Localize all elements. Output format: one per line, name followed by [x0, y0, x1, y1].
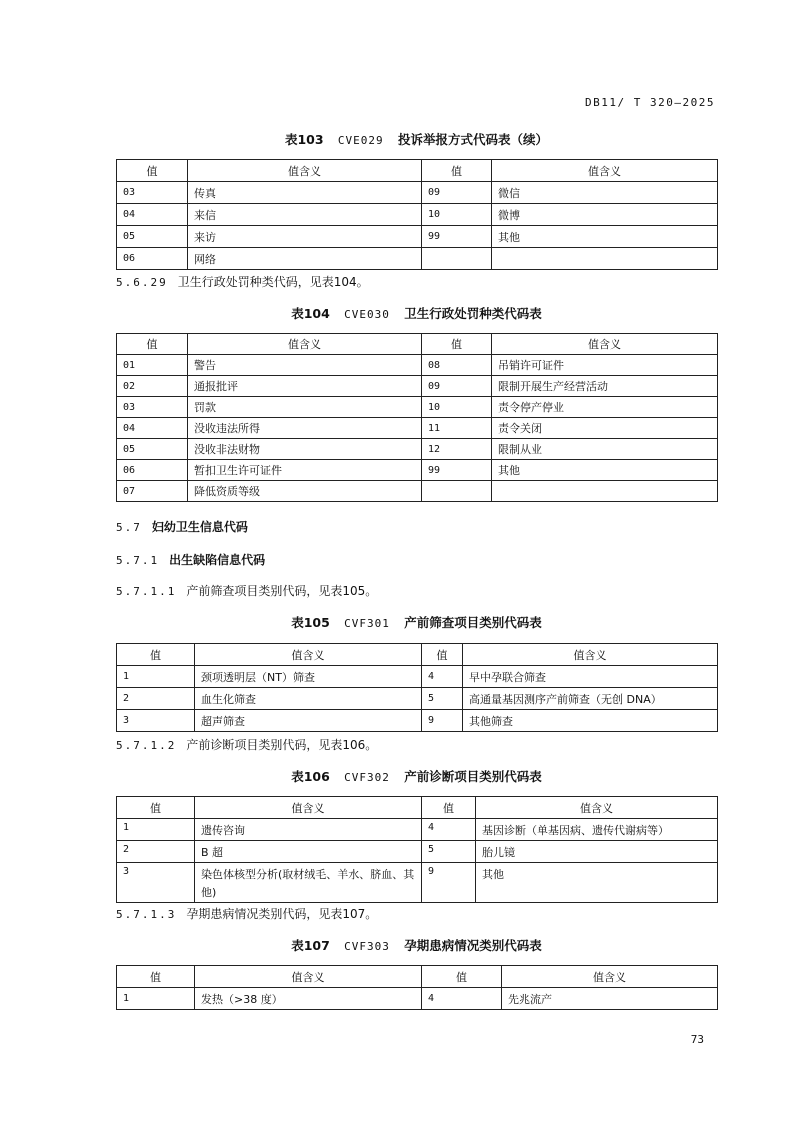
- table-row: [117, 460, 718, 481]
- cell: 03: [117, 182, 188, 204]
- cell: 其他: [492, 460, 718, 481]
- caption-code: CVE029: [337, 134, 384, 147]
- table-104-caption: [116, 304, 717, 322]
- document-id: DB11/ T 320—2025: [585, 96, 715, 109]
- cell: 染色体核型分析(取材绒毛、羊水、脐血、其他): [195, 863, 422, 903]
- cell: 没收违法所得: [188, 418, 422, 439]
- header-cell: 值含义: [195, 644, 422, 666]
- table-row: [117, 863, 718, 903]
- table-row: [117, 397, 718, 418]
- cell: 5: [422, 688, 463, 710]
- caption-title: 投诉举报方式代码表（续）: [398, 132, 549, 147]
- cell: 07: [117, 481, 188, 502]
- header-cell: 值: [117, 966, 195, 988]
- cell: 网络: [188, 248, 422, 270]
- clause-5-7-1-2: [116, 736, 377, 753]
- cell: 其他: [476, 863, 718, 903]
- caption-title: 产前筛查项目类别代码表: [404, 615, 542, 630]
- header-cell: 值: [422, 160, 492, 182]
- cell: 血生化筛查: [195, 688, 422, 710]
- cell: 没收非法财物: [188, 439, 422, 460]
- cell: 1: [117, 666, 195, 688]
- clause-number: 5.7.1.2: [116, 739, 177, 752]
- cell: 降低资质等级: [188, 481, 422, 502]
- table-row: [117, 841, 718, 863]
- table-header-row: [117, 644, 718, 666]
- cell: 限制从业: [492, 439, 718, 460]
- header-cell: 值: [117, 334, 188, 355]
- clause-number: 5.7.1: [116, 554, 160, 567]
- cell: 4: [422, 819, 476, 841]
- caption-prefix: 表105: [291, 615, 330, 630]
- table-row: [117, 988, 718, 1010]
- cell: B 超: [195, 841, 422, 863]
- cell: 4: [422, 666, 463, 688]
- cell: 9: [422, 710, 463, 732]
- table-header-row: [117, 160, 718, 182]
- table-header-row: [117, 797, 718, 819]
- cell: 1: [117, 819, 195, 841]
- header-cell: 值含义: [188, 334, 422, 355]
- cell: 传真: [188, 182, 422, 204]
- cell: 警告: [188, 355, 422, 376]
- header-cell: 值含义: [502, 966, 718, 988]
- header-cell: 值: [422, 644, 463, 666]
- table-row: [117, 481, 718, 502]
- cell: 微信: [492, 182, 718, 204]
- cell: 5: [422, 841, 476, 863]
- table-105: [116, 643, 718, 732]
- caption-prefix: 表104: [291, 306, 330, 321]
- header-cell: 值: [422, 966, 502, 988]
- cell: 02: [117, 376, 188, 397]
- clause-text: 妇幼卫生信息代码: [151, 520, 248, 534]
- header-cell: 值含义: [492, 160, 718, 182]
- cell: [422, 481, 492, 502]
- cell: 来信: [188, 204, 422, 226]
- cell: 2: [117, 688, 195, 710]
- cell: [492, 248, 718, 270]
- cell: 超声筛查: [195, 710, 422, 732]
- table-row: [117, 439, 718, 460]
- table-106-caption: [116, 767, 717, 785]
- cell: 99: [422, 226, 492, 248]
- table-103-caption: [116, 130, 717, 148]
- caption-code: CVF302: [344, 771, 390, 784]
- page-number: 73: [690, 1033, 704, 1046]
- caption-prefix: 表106: [291, 769, 330, 784]
- table-row: [117, 204, 718, 226]
- clause-number: 5.7.1.3: [116, 908, 177, 921]
- cell: 99: [422, 460, 492, 481]
- cell: 其他: [492, 226, 718, 248]
- clause-text: 产前诊断项目类别代码，见表106。: [186, 738, 378, 752]
- table-107-caption: [116, 936, 717, 954]
- cell: 吊销许可证件: [492, 355, 718, 376]
- cell: 责令停产停业: [492, 397, 718, 418]
- cell: [492, 481, 718, 502]
- cell: 11: [422, 418, 492, 439]
- caption-code: CVF303: [344, 940, 390, 953]
- table-103: [116, 159, 718, 270]
- cell: 早中孕联合筛查: [463, 666, 718, 688]
- table-104: [116, 333, 718, 502]
- clause-5-7-1-1: [116, 582, 377, 599]
- header-cell: 值: [117, 644, 195, 666]
- header-cell: 值: [117, 160, 188, 182]
- cell: 高通量基因测序产前筛查（无创 DNA）: [463, 688, 718, 710]
- cell: 微博: [492, 204, 718, 226]
- table-row: [117, 418, 718, 439]
- caption-title: 产前诊断项目类别代码表: [404, 769, 542, 784]
- header-cell: 值: [422, 797, 476, 819]
- header-cell: 值含义: [195, 797, 422, 819]
- table-row: [117, 226, 718, 248]
- cell: 罚款: [188, 397, 422, 418]
- header-cell: 值: [422, 334, 492, 355]
- cell: 05: [117, 226, 188, 248]
- header-cell: 值含义: [476, 797, 718, 819]
- table-row: [117, 688, 718, 710]
- cell: 12: [422, 439, 492, 460]
- clause-text: 产前筛查项目类别代码，见表105。: [186, 584, 378, 598]
- header-cell: 值含义: [492, 334, 718, 355]
- table-row: [117, 666, 718, 688]
- cell: 1: [117, 988, 195, 1010]
- table-header-row: [117, 966, 718, 988]
- cell: 先兆流产: [502, 988, 718, 1010]
- table-row: [117, 355, 718, 376]
- table-header-row: [117, 334, 718, 355]
- header-cell: 值含义: [195, 966, 422, 988]
- table-105-caption: [116, 613, 717, 631]
- cell: 基因诊断（单基因病、遗传代谢病等）: [476, 819, 718, 841]
- table-row: [117, 819, 718, 841]
- cell: 10: [422, 397, 492, 418]
- cell: [422, 248, 492, 270]
- header-cell: 值含义: [188, 160, 422, 182]
- clause-5-6-29: [116, 273, 369, 290]
- cell: 暂扣卫生许可证件: [188, 460, 422, 481]
- caption-prefix: 表103: [284, 132, 324, 147]
- cell: 来访: [188, 226, 422, 248]
- cell: 遗传咨询: [195, 819, 422, 841]
- header-cell: 值含义: [463, 644, 718, 666]
- clause-text: 出生缺陷信息代码: [169, 553, 266, 567]
- table-106: [116, 796, 718, 903]
- cell: 04: [117, 204, 188, 226]
- clause-number: 5.7.1.1: [116, 585, 177, 598]
- caption-title: 卫生行政处罚种类代码表: [404, 306, 542, 321]
- clause-5-7-1-3: [116, 905, 377, 922]
- clause-number: 5.6.29: [116, 276, 168, 289]
- caption-prefix: 表107: [291, 938, 330, 953]
- cell: 03: [117, 397, 188, 418]
- cell: 3: [117, 710, 195, 732]
- clause-5-7-1: [116, 551, 265, 568]
- cell: 01: [117, 355, 188, 376]
- header-cell: 值: [117, 797, 195, 819]
- cell: 3: [117, 863, 195, 903]
- cell: 06: [117, 460, 188, 481]
- clause-number: 5.7: [116, 521, 142, 534]
- cell: 10: [422, 204, 492, 226]
- table-row: [117, 248, 718, 270]
- cell: 其他筛查: [463, 710, 718, 732]
- cell: 2: [117, 841, 195, 863]
- cell: 通报批评: [188, 376, 422, 397]
- cell: 9: [422, 863, 476, 903]
- cell: 颈项透明层（NT）筛查: [195, 666, 422, 688]
- cell: 05: [117, 439, 188, 460]
- cell: 04: [117, 418, 188, 439]
- table-107: [116, 965, 718, 1010]
- table-row: [117, 182, 718, 204]
- table-row: [117, 376, 718, 397]
- caption-code: CVE030: [344, 308, 390, 321]
- clause-5-7: [116, 518, 248, 535]
- cell: 限制开展生产经营活动: [492, 376, 718, 397]
- caption-title: 孕期患病情况类别代码表: [404, 938, 542, 953]
- table-row: [117, 710, 718, 732]
- cell: 06: [117, 248, 188, 270]
- cell: 09: [422, 376, 492, 397]
- cell: 08: [422, 355, 492, 376]
- cell: 责令关闭: [492, 418, 718, 439]
- clause-text: 卫生行政处罚种类代码，见表104。: [177, 275, 369, 289]
- caption-code: CVF301: [344, 617, 390, 630]
- clause-text: 孕期患病情况类别代码，见表107。: [186, 907, 378, 921]
- cell: 发热（>38 度）: [195, 988, 422, 1010]
- cell: 胎儿镜: [476, 841, 718, 863]
- cell: 4: [422, 988, 502, 1010]
- cell: 09: [422, 182, 492, 204]
